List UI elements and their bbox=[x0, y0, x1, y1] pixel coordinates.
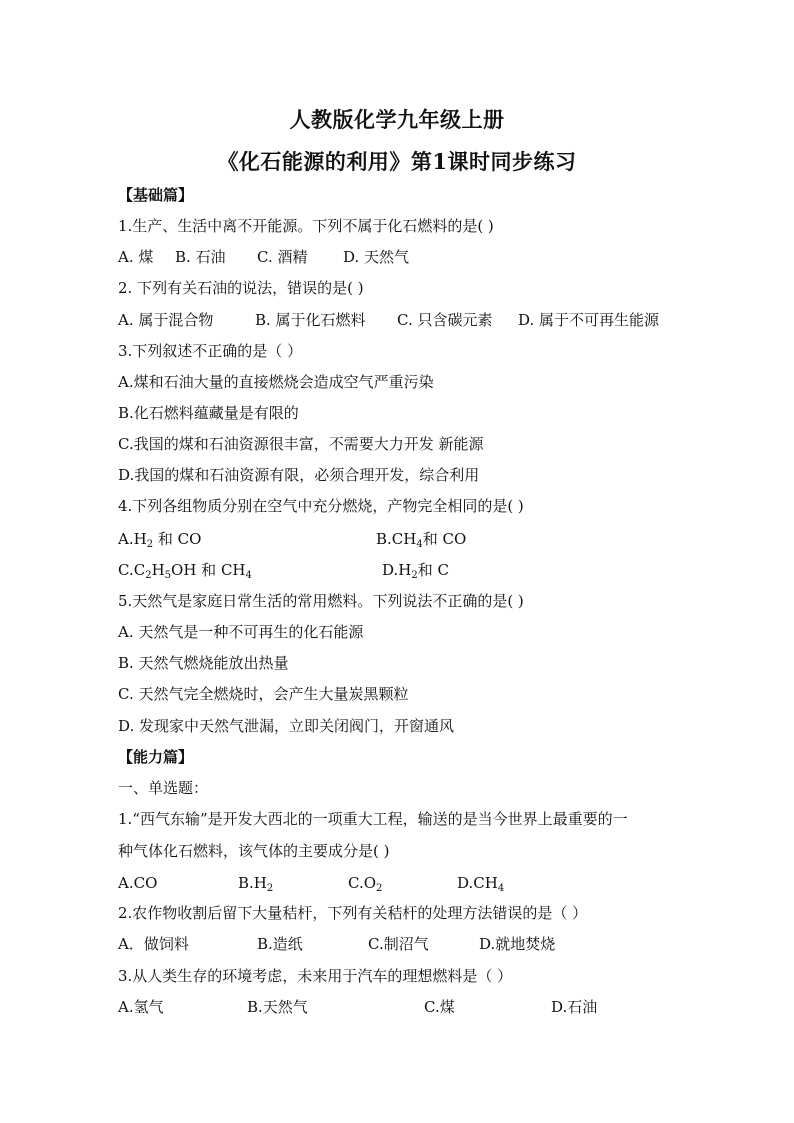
aq3-option-a: A.氢气 bbox=[118, 998, 164, 1016]
section-heading-ability: 【能力篇】 bbox=[118, 748, 194, 766]
q1-option-a: A. 煤 bbox=[118, 248, 154, 266]
q2-option-c: C. 只含碳元素 bbox=[397, 311, 493, 329]
q4-option-b: $B.CH_4$和 CO bbox=[376, 530, 467, 550]
aq2-option-a: A．做饲料 bbox=[118, 935, 189, 953]
question-4-stem: 4.下列各组物质分别在空气中充分燃烧，产物完全相同的是( ) bbox=[118, 497, 524, 515]
question-5-stem: 5.天然气是家庭日常生活的常用燃料。下列说法不正确的是( ) bbox=[118, 592, 524, 610]
ability-question-1-stem-line1: 1.“西气东输”是开发大西北的一项重大工程，输送的是当今世界上最重要的一 bbox=[118, 810, 628, 828]
q2-option-d: D. 属于不可再生能源 bbox=[518, 311, 660, 329]
document-subtitle: 《化石能源的利用》第1课时同步练习 bbox=[217, 149, 577, 174]
q3-option-a: A.煤和石油大量的直接燃烧会造成空气严重污染 bbox=[118, 373, 434, 391]
aq2-option-b: B.造纸 bbox=[257, 935, 303, 953]
part-heading-single-choice: 一、单选题： bbox=[118, 779, 209, 797]
ability-question-3-stem: 3.从人类生存的环境考虑，未来用于汽车的理想燃料是（ ） bbox=[118, 967, 513, 985]
q5-option-a: A. 天然气是一种不可再生的化石能源 bbox=[118, 623, 364, 641]
q4-option-d: $D.H_2$和 C bbox=[382, 561, 449, 581]
q4-option-c: $C.C_2H_5OH$ 和 $CH_4$ bbox=[118, 561, 252, 581]
q1-option-d: D. 天然气 bbox=[343, 248, 410, 266]
aq3-option-d: D.石油 bbox=[551, 998, 598, 1016]
q1-option-c: C. 酒精 bbox=[257, 248, 308, 266]
q3-option-b: B.化石燃料蕴藏量是有限的 bbox=[118, 404, 299, 422]
aq2-option-c: C.制沼气 bbox=[368, 935, 429, 953]
q5-option-b: B. 天然气燃烧能放出热量 bbox=[118, 654, 289, 672]
q1-option-b: B. 石油 bbox=[175, 248, 226, 266]
aq1-option-c: $C.O_2$ bbox=[348, 874, 383, 894]
ability-question-2-stem: 2.农作物收割后留下大量秸杆，下列有关秸杆的处理方法错误的是（ ） bbox=[118, 904, 588, 922]
q3-option-d: D.我国的煤和石油资源有限，必须合理开发，综合利用 bbox=[118, 466, 480, 484]
document-title: 人教版化学九年级上册 bbox=[289, 107, 505, 132]
ability-question-1-stem-line2: 种气体化石燃料，该气体的主要成分是( ) bbox=[118, 842, 390, 860]
q4-option-a: $A.H_2$ 和 CO bbox=[118, 530, 202, 550]
q2-option-a: A. 属于混合物 bbox=[118, 311, 214, 329]
question-2-stem: 2. 下列有关石油的说法，错误的是( ) bbox=[118, 279, 364, 297]
aq3-option-b: B.天然气 bbox=[247, 998, 308, 1016]
question-3-stem: 3.下列叙述不正确的是（ ） bbox=[118, 342, 303, 360]
q2-option-b: B. 属于化石燃料 bbox=[255, 311, 366, 329]
aq3-option-c: C.煤 bbox=[424, 998, 455, 1016]
q5-option-d: D. 发现家中天然气泄漏，立即关闭阀门，开窗通风 bbox=[118, 717, 455, 735]
question-1-stem: 1.生产、生活中离不开能源。下列不属于化石燃料的是( ) bbox=[118, 217, 494, 235]
aq1-option-b: $B.H_2$ bbox=[238, 874, 274, 894]
aq2-option-d: D.就地焚烧 bbox=[479, 935, 556, 953]
section-heading-basic: 【基础篇】 bbox=[118, 186, 194, 204]
q3-option-c: C.我国的煤和石油资源很丰富，不需要大力开发 新能源 bbox=[118, 435, 484, 453]
q5-option-c: C. 天然气完全燃烧时，会产生大量炭黑颗粒 bbox=[118, 685, 409, 703]
aq1-option-d: $D.CH_4$ bbox=[457, 874, 505, 894]
aq1-option-a: A.CO bbox=[118, 874, 158, 892]
